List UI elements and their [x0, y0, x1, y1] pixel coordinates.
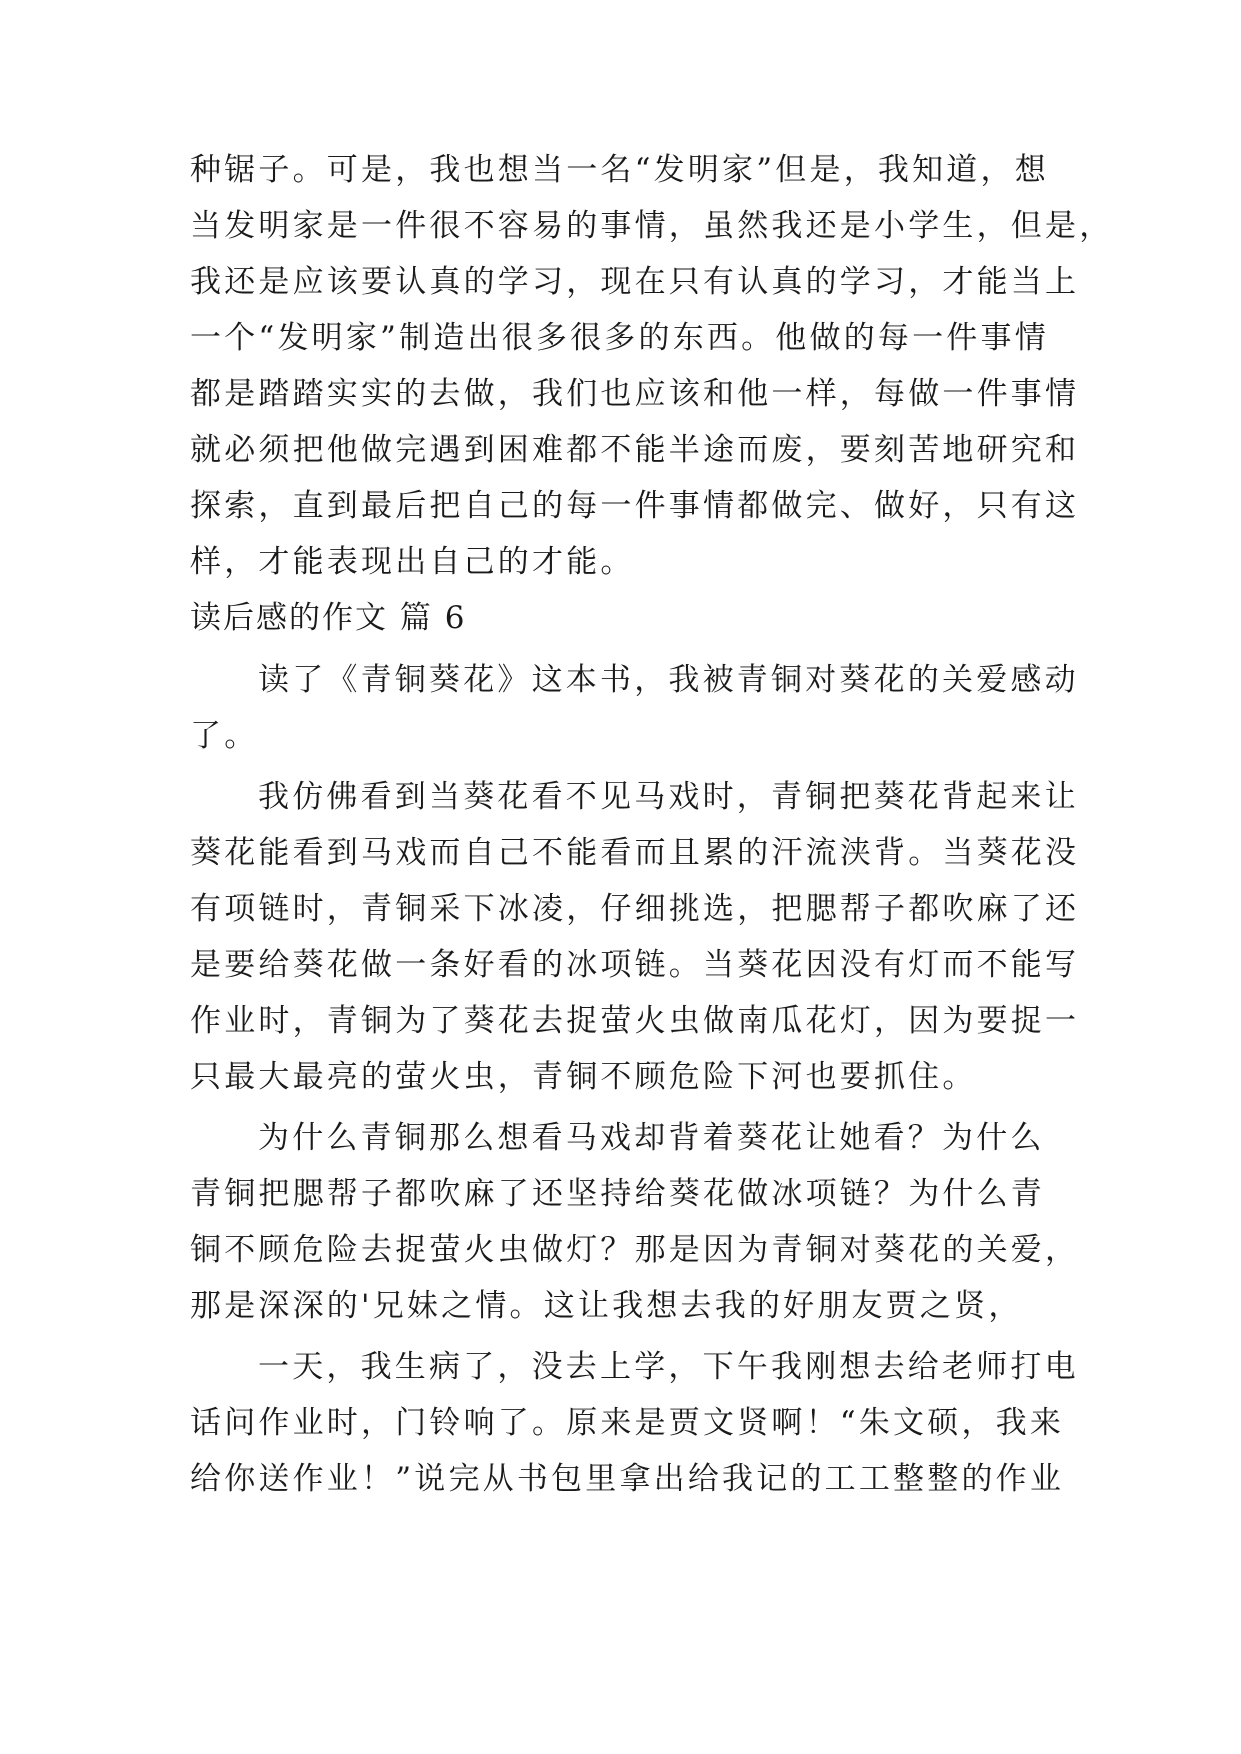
- text-line: 只最大最亮的萤火虫，青铜不顾危险下河也要抓住。: [190, 1059, 977, 1095]
- text-line: 铜不顾危险去捉萤火虫做灯？那是因为青铜对葵花的关爱，: [190, 1232, 1080, 1268]
- text-line: 一个“发明家”制造出很多很多的东西。他做的每一件事情: [190, 320, 1049, 356]
- text-line: 就必须把他做完遇到困难都不能半途而废，要刻苦地研究和: [190, 432, 1080, 468]
- text-line: 一天，我生病了，没去上学，下午我刚想去给老师打电: [258, 1349, 1079, 1385]
- text-line: 了。: [190, 718, 259, 754]
- text-line: 样，才能表现出自己的才能。: [190, 544, 635, 580]
- text-line: 有项链时，青铜采下冰凌，仔细挑选，把腮帮子都吹麻了还: [190, 891, 1080, 927]
- text-line: 青铜把腮帮子都吹麻了还坚持给葵花做冰项链？为什么青: [190, 1176, 1045, 1212]
- text-line: 我仿佛看到当葵花看不见马戏时，青铜把葵花背起来让: [258, 779, 1079, 815]
- text-line: 为什么青铜那么想看马戏却背着葵花让她看？为什么: [258, 1120, 1045, 1156]
- text-line: 是要给葵花做一条好看的冰项链。当葵花因没有灯而不能写: [190, 947, 1080, 983]
- text-line: 当发明家是一件很不容易的事情，虽然我还是小学生，但是，: [190, 208, 1114, 244]
- text-line: 种锯子。可是，我也想当一名“发明家”但是，我知道，想: [190, 152, 1049, 188]
- text-line: 葵花能看到马戏而自己不能看而且累的汗流浃背。当葵花没: [190, 835, 1080, 871]
- text-line: 那是深深的'兄妹之情。这让我想去我的好朋友贾之贤，: [190, 1288, 1023, 1324]
- text-line: 给你送作业！”说完从书包里拿出给我记的工工整整的作业: [190, 1461, 1065, 1497]
- text-line: 我还是应该要认真的学习，现在只有认真的学习，才能当上: [190, 264, 1080, 300]
- text-line: 都是踏踏实实的去做，我们也应该和他一样，每做一件事情: [190, 376, 1080, 412]
- text-line: 话问作业时，门铃响了。原来是贾文贤啊！“朱文硕，我来: [190, 1405, 1065, 1441]
- section-heading: 读后感的作文 篇 6: [190, 600, 467, 636]
- text-line: 作业时，青铜为了葵花去捉萤火虫做南瓜花灯，因为要捉一: [190, 1003, 1080, 1039]
- text-line: 读了《青铜葵花》这本书，我被青铜对葵花的关爱感动: [258, 662, 1079, 698]
- text-line: 探索，直到最后把自己的每一件事情都做完、做好，只有这: [190, 488, 1080, 524]
